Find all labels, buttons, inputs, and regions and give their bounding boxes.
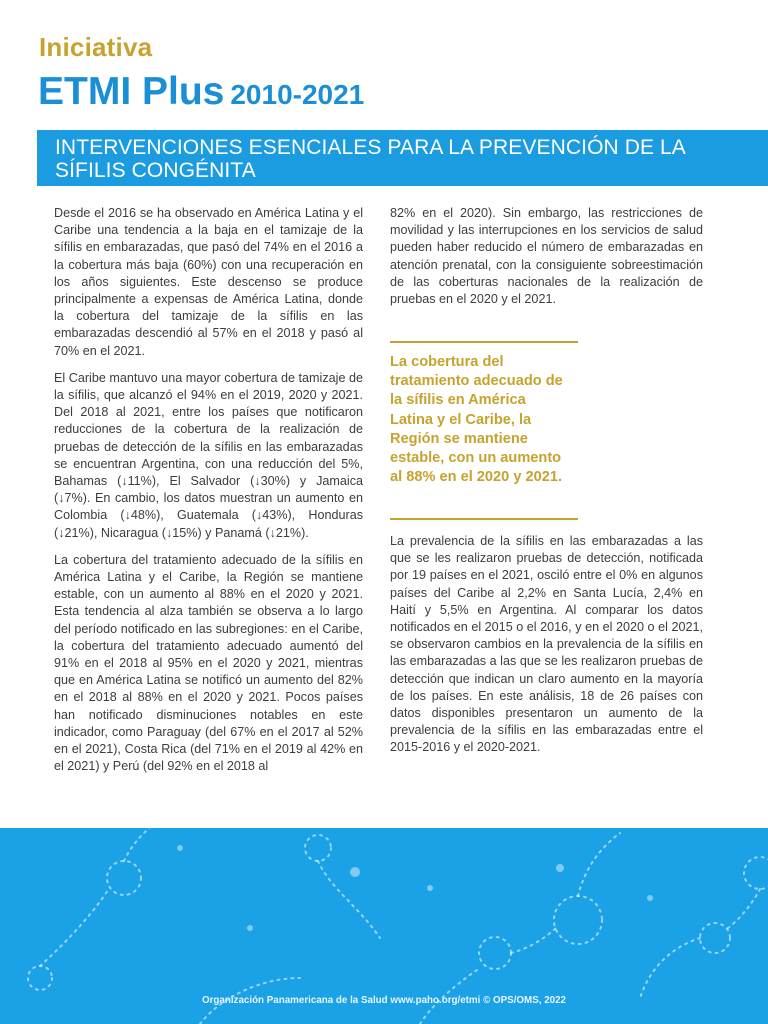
footer-band	[0, 828, 768, 1024]
paragraph: La cobertura del tratamiento adecuado de la sífilis en América Latina y el Caribe, la Región se mantiene estable, con un aumento al 88% en el 2020 y 2021. Esta tendencia al alza también se observa a lo largo del período notificado en las subregiones: en el Caribe, la cobertura del tratamiento adecuado aumentó del 91% en el 2018 al 95% en el 2020 y 2021, mientras que en América Latina se notificó un aumento del 82% en el 2018 al 88% en el 2020 y 2021. Pocos países han notificado disminuciones notables en este indicador, como Paraguay (del 67% en el 2017 al 52% en el 2021), Costa Rica (del 71% en el 2019 al 42% en el 2021) y Perú (del 92% en el 2018 al	[54, 552, 363, 774]
pull-quote: La cobertura del tratamiento adecuado de la sífilis en América Latina y el Caribe, la Región se mantiene estable, con un aumento al 88% en el 2020 y 2021.	[390, 354, 563, 486]
callout-top-rule	[390, 341, 578, 343]
footer-credit: Organización Panamericana de la Salud www.paho.org/etmi © OPS/OMS, 2022	[201, 995, 566, 1006]
paragraph: 82% en el 2020). Sin embargo, las restricciones de movilidad y las interrupciones en los servicios de salud pueden haber reducido el número de embarazadas en atención prenatal, con la consiguiente sobreestimación de las coberturas nacionales de la realización de pruebas en el 2020 y el 2021.	[390, 206, 703, 307]
section-title: INTERVENCIONES ESENCIALES PARA LA PREVENCIÓN DE LA SÍFILIS CONGÉNITA	[55, 136, 685, 182]
paragraph: La prevalencia de la sífilis en las embarazadas a las que se les realizaron pruebas de detección, notificada por 19 países en el 2021, osciló entre el 0% en algunos países del Caribe al 2,2% en Santa Lucía, 2,4% en Haití y 5,5% en Argentina. Al comparar los datos notificados en el 2015 o el 2016, y en el 2020 o el 2021, se observaron cambios en la prevalencia de la sífilis en las embarazadas a las que se les realizaron pruebas de detección que indican un claro aumento en la mayoría de los países. En este análisis, 18 de 26 países con datos disponibles presentaron un aumento de la prevalencia de la sífilis en las embarazadas entre el 2015-2016 y el 2020-2021.	[390, 534, 703, 755]
page-title-years: 2010-2021	[230, 79, 365, 110]
section-banner	[37, 130, 768, 186]
paragraph: El Caribe mantuvo una mayor cobertura de tamizaje de la sífilis, que alcanzó el 94% en el 2019, 2020 y 2021. Del 2018 al 2021, entre los países que notificaron reducciones de la cobertura de la realización de pruebas de detección de la sífilis en las embarazadas se encuentran Argentina, con una reducción del 5%, Bahamas (↓11%), El Salvador (↓30%) y Jamaica (↓7%). En cambio, los datos muestran un aumento en Colombia (↓48%), Guatemala (↓43%), Honduras (↓21%), Nicaragua (↓15%) y Panamá (↓21%).	[54, 370, 363, 540]
page-title	[38, 70, 364, 114]
right-column-bottom	[390, 533, 703, 767]
page-title-main: ETMI Plus	[38, 70, 225, 113]
callout-bottom-rule	[390, 518, 578, 520]
left-column	[54, 205, 363, 786]
right-column-top	[390, 205, 703, 318]
paragraph: Desde el 2016 se ha observado en América Latina y el Caribe una tendencia a la baja en el tamizaje de la sífilis en embarazadas, que pasó del 74% en el 2016 a la cobertura más baja (60%) con una recuperación en los años siguientes. Este descenso se produce principalmente a expensas de América Latina, donde la cobertura del tamizaje de la sífilis en las embarazadas descendió al 57% en el 2018 y pasó al 70% en el 2021.	[54, 206, 363, 358]
header-kicker: Iniciativa	[39, 32, 153, 62]
